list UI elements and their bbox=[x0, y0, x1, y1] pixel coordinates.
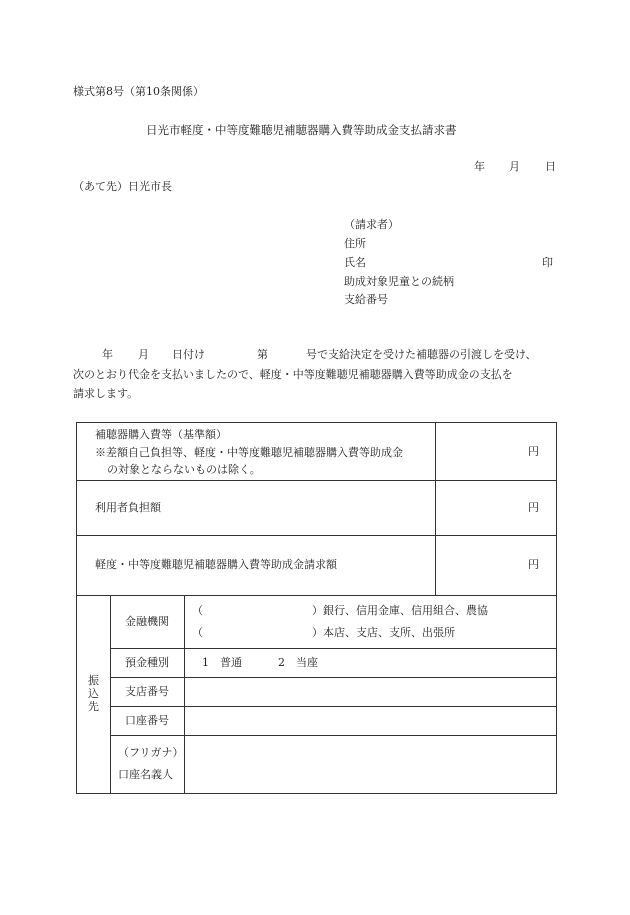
relationship-label: 助成対象児童との続柄 bbox=[344, 275, 454, 288]
claimant-name-label: 氏名 bbox=[344, 256, 366, 269]
body-line3: 請求します。 bbox=[73, 387, 139, 400]
claimant-heading: （請求者） bbox=[344, 218, 399, 231]
account-number-label: 口座番号 bbox=[125, 714, 169, 727]
body-dated: 日付け bbox=[172, 348, 205, 361]
purchase-cost-unit: 円 bbox=[528, 445, 539, 458]
purchase-cost-note-line1: ※差額自己負担等、軽度・中等度難聴児補聴器購入費等助成金 bbox=[95, 446, 403, 459]
table-border-right bbox=[556, 422, 557, 794]
body-month: 月 bbox=[138, 348, 149, 361]
deposit-option-current[interactable]: 2 当座 bbox=[278, 656, 318, 669]
deposit-option-ordinary[interactable]: 1 普通 bbox=[202, 656, 242, 669]
deposit-type-label: 預金種別 bbox=[125, 656, 169, 669]
bank-branches: ）本店、支店、支所、出張所 bbox=[312, 626, 455, 639]
body-dai: 第 bbox=[257, 348, 268, 361]
account-holder-furigana: （フリガナ） bbox=[118, 746, 184, 759]
claimant-address-label: 住所 bbox=[344, 237, 366, 250]
transfer-label-char: 振 bbox=[88, 674, 99, 687]
transfer-label-char: 先 bbox=[88, 700, 99, 713]
transfer-label-char: 込 bbox=[88, 687, 99, 700]
account-number-field[interactable] bbox=[185, 707, 556, 735]
claim-amount-label: 軽度・中等度難聴児補聴器購入費等助成金請求額 bbox=[95, 558, 337, 571]
purchase-cost-amount-field[interactable] bbox=[436, 423, 556, 480]
claim-amount-field[interactable] bbox=[436, 536, 556, 595]
user-burden-label: 利用者負担額 bbox=[95, 501, 161, 514]
bank-types: ）銀行、信用金庫、信用組合、農協 bbox=[312, 604, 488, 617]
body-line2: 次のとおり代金を支払いましたので、軽度・中等度難聴児補聴器購入費等助成金の支払を bbox=[73, 368, 513, 381]
date-year: 年 bbox=[474, 160, 485, 173]
purchase-cost-note-line2: の対象とならないものは除く。 bbox=[107, 463, 261, 476]
user-burden-unit: 円 bbox=[528, 501, 539, 514]
body-year: 年 bbox=[102, 348, 113, 361]
page-title: 日光市軽度・中等度難聴児補聴器購入費等助成金支払請求書 bbox=[146, 123, 457, 137]
claim-amount-unit: 円 bbox=[528, 558, 539, 571]
transfer-row-divider bbox=[110, 648, 557, 649]
payment-number-label: 支給番号 bbox=[344, 293, 388, 306]
date-month: 月 bbox=[509, 160, 520, 173]
transfer-label-divider bbox=[110, 595, 111, 794]
branch-number-field[interactable] bbox=[185, 678, 556, 706]
account-holder-label: 口座名義人 bbox=[118, 768, 173, 781]
table-border-left bbox=[76, 422, 77, 794]
form-number: 様式第8号（第10条関係） bbox=[73, 85, 204, 98]
bank-paren-open-2: （ bbox=[192, 626, 203, 639]
account-holder-field[interactable] bbox=[185, 736, 556, 793]
user-burden-amount-field[interactable] bbox=[436, 481, 556, 535]
date-day: 日 bbox=[545, 160, 556, 173]
branch-name-field[interactable] bbox=[204, 624, 312, 640]
branch-number-label: 支店番号 bbox=[125, 685, 169, 698]
table-border-bottom bbox=[76, 793, 557, 794]
bank-paren-open-1: （ bbox=[192, 604, 203, 617]
purchase-cost-label: 補聴器購入費等（基準額） bbox=[95, 428, 227, 441]
addressee: （あて先）日光市長 bbox=[73, 180, 172, 193]
body-line1-rest: 号で支給決定を受けた補聴器の引渡しを受け、 bbox=[306, 348, 537, 361]
bank-name-field[interactable] bbox=[204, 602, 312, 618]
seal-mark: 印 bbox=[542, 256, 553, 269]
bank-label: 金融機関 bbox=[125, 615, 169, 628]
table-row-divider bbox=[76, 595, 557, 596]
